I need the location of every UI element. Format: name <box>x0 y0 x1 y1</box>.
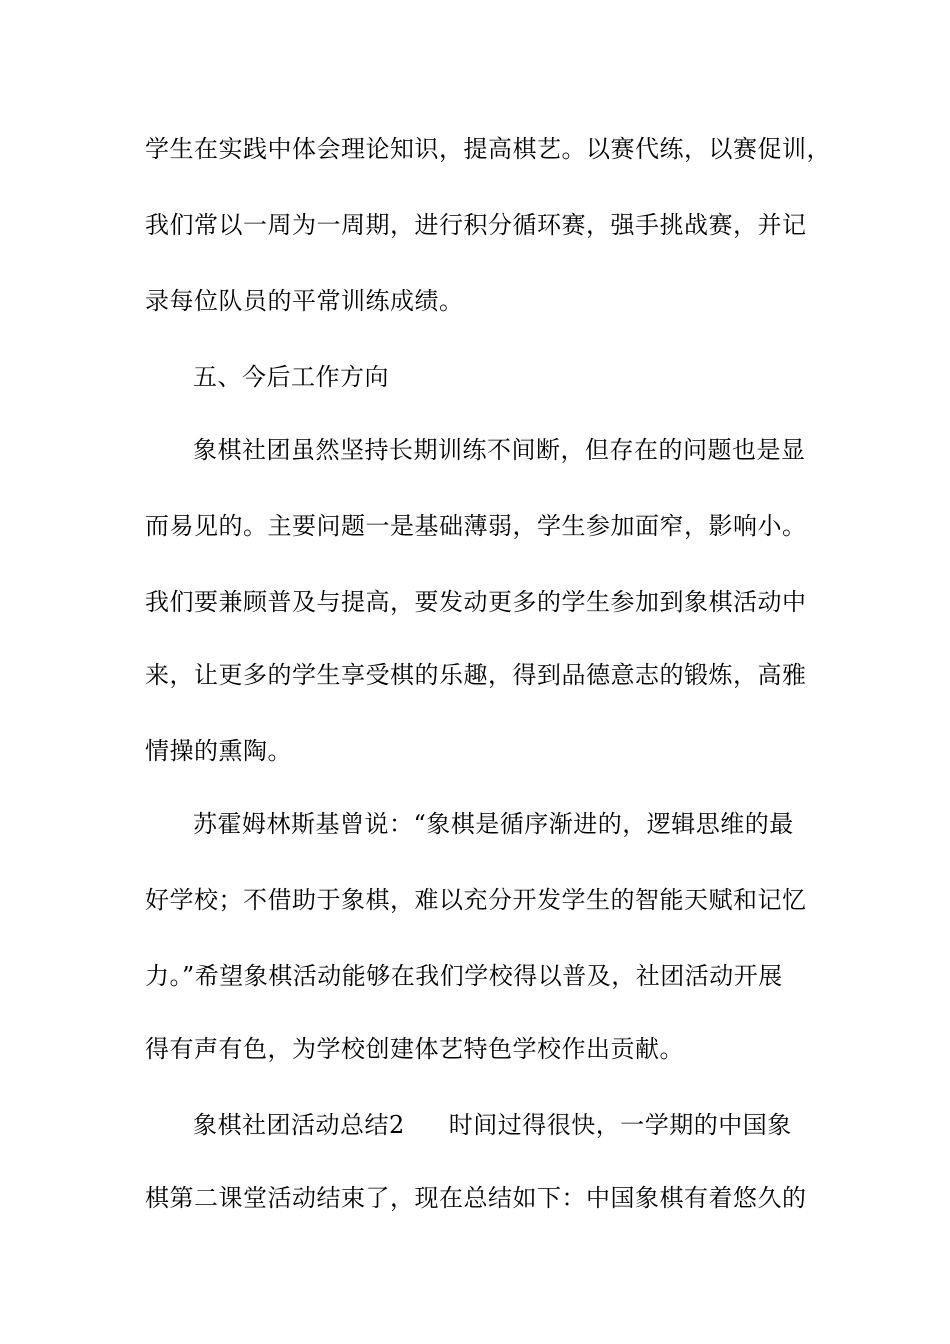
paragraph-line: 学生在实践中体会理论知识，提高棋艺。以赛代练，以赛促训， <box>145 135 831 163</box>
paragraph-line: 录每位队员的平常训练成绩。 <box>145 287 464 315</box>
paragraph-line: 好学校；不借助于象棋，难以充分开发学生的智能天赋和记忆 <box>145 886 807 914</box>
paragraph-line: 得有声有色，为学校创建体艺特色学校作出贡献。 <box>145 1035 684 1063</box>
section-heading: 五、今后工作方向 <box>193 363 389 391</box>
summary-title: 象棋社团活动总结2 <box>193 1111 405 1139</box>
summary-intro: 时间过得很快，一学期的中国象 <box>448 1111 792 1139</box>
paragraph-line: 我们要兼顾普及与提高，要发动更多的学生参加到象棋活动中 <box>145 588 807 616</box>
paragraph-line <box>193 1110 873 1140</box>
paragraph-line: 力。”希望象棋活动能够在我们学校得以普及，社团活动开展 <box>145 962 783 990</box>
paragraph-line: 象棋社团虽然坚持长期训练不间断，但存在的问题也是显 <box>193 436 806 464</box>
paragraph-line: 苏霍姆林斯基曾说：“象棋是循序渐进的，逻辑思维的最 <box>193 810 794 838</box>
paragraph-line: 而易见的。主要问题一是基础薄弱，学生参加面窄，影响小。 <box>145 512 807 540</box>
paragraph-line: 棋第二课堂活动结束了，现在总结如下：中国象棋有着悠久的 <box>145 1184 807 1212</box>
paragraph-line: 我们常以一周为一周期，进行积分循环赛，强手挑战赛，并记 <box>145 211 807 239</box>
paragraph-line: 情操的熏陶。 <box>145 737 292 765</box>
paragraph-line: 来，让更多的学生享受棋的乐趣，得到品德意志的锻炼，高雅 <box>145 661 807 689</box>
